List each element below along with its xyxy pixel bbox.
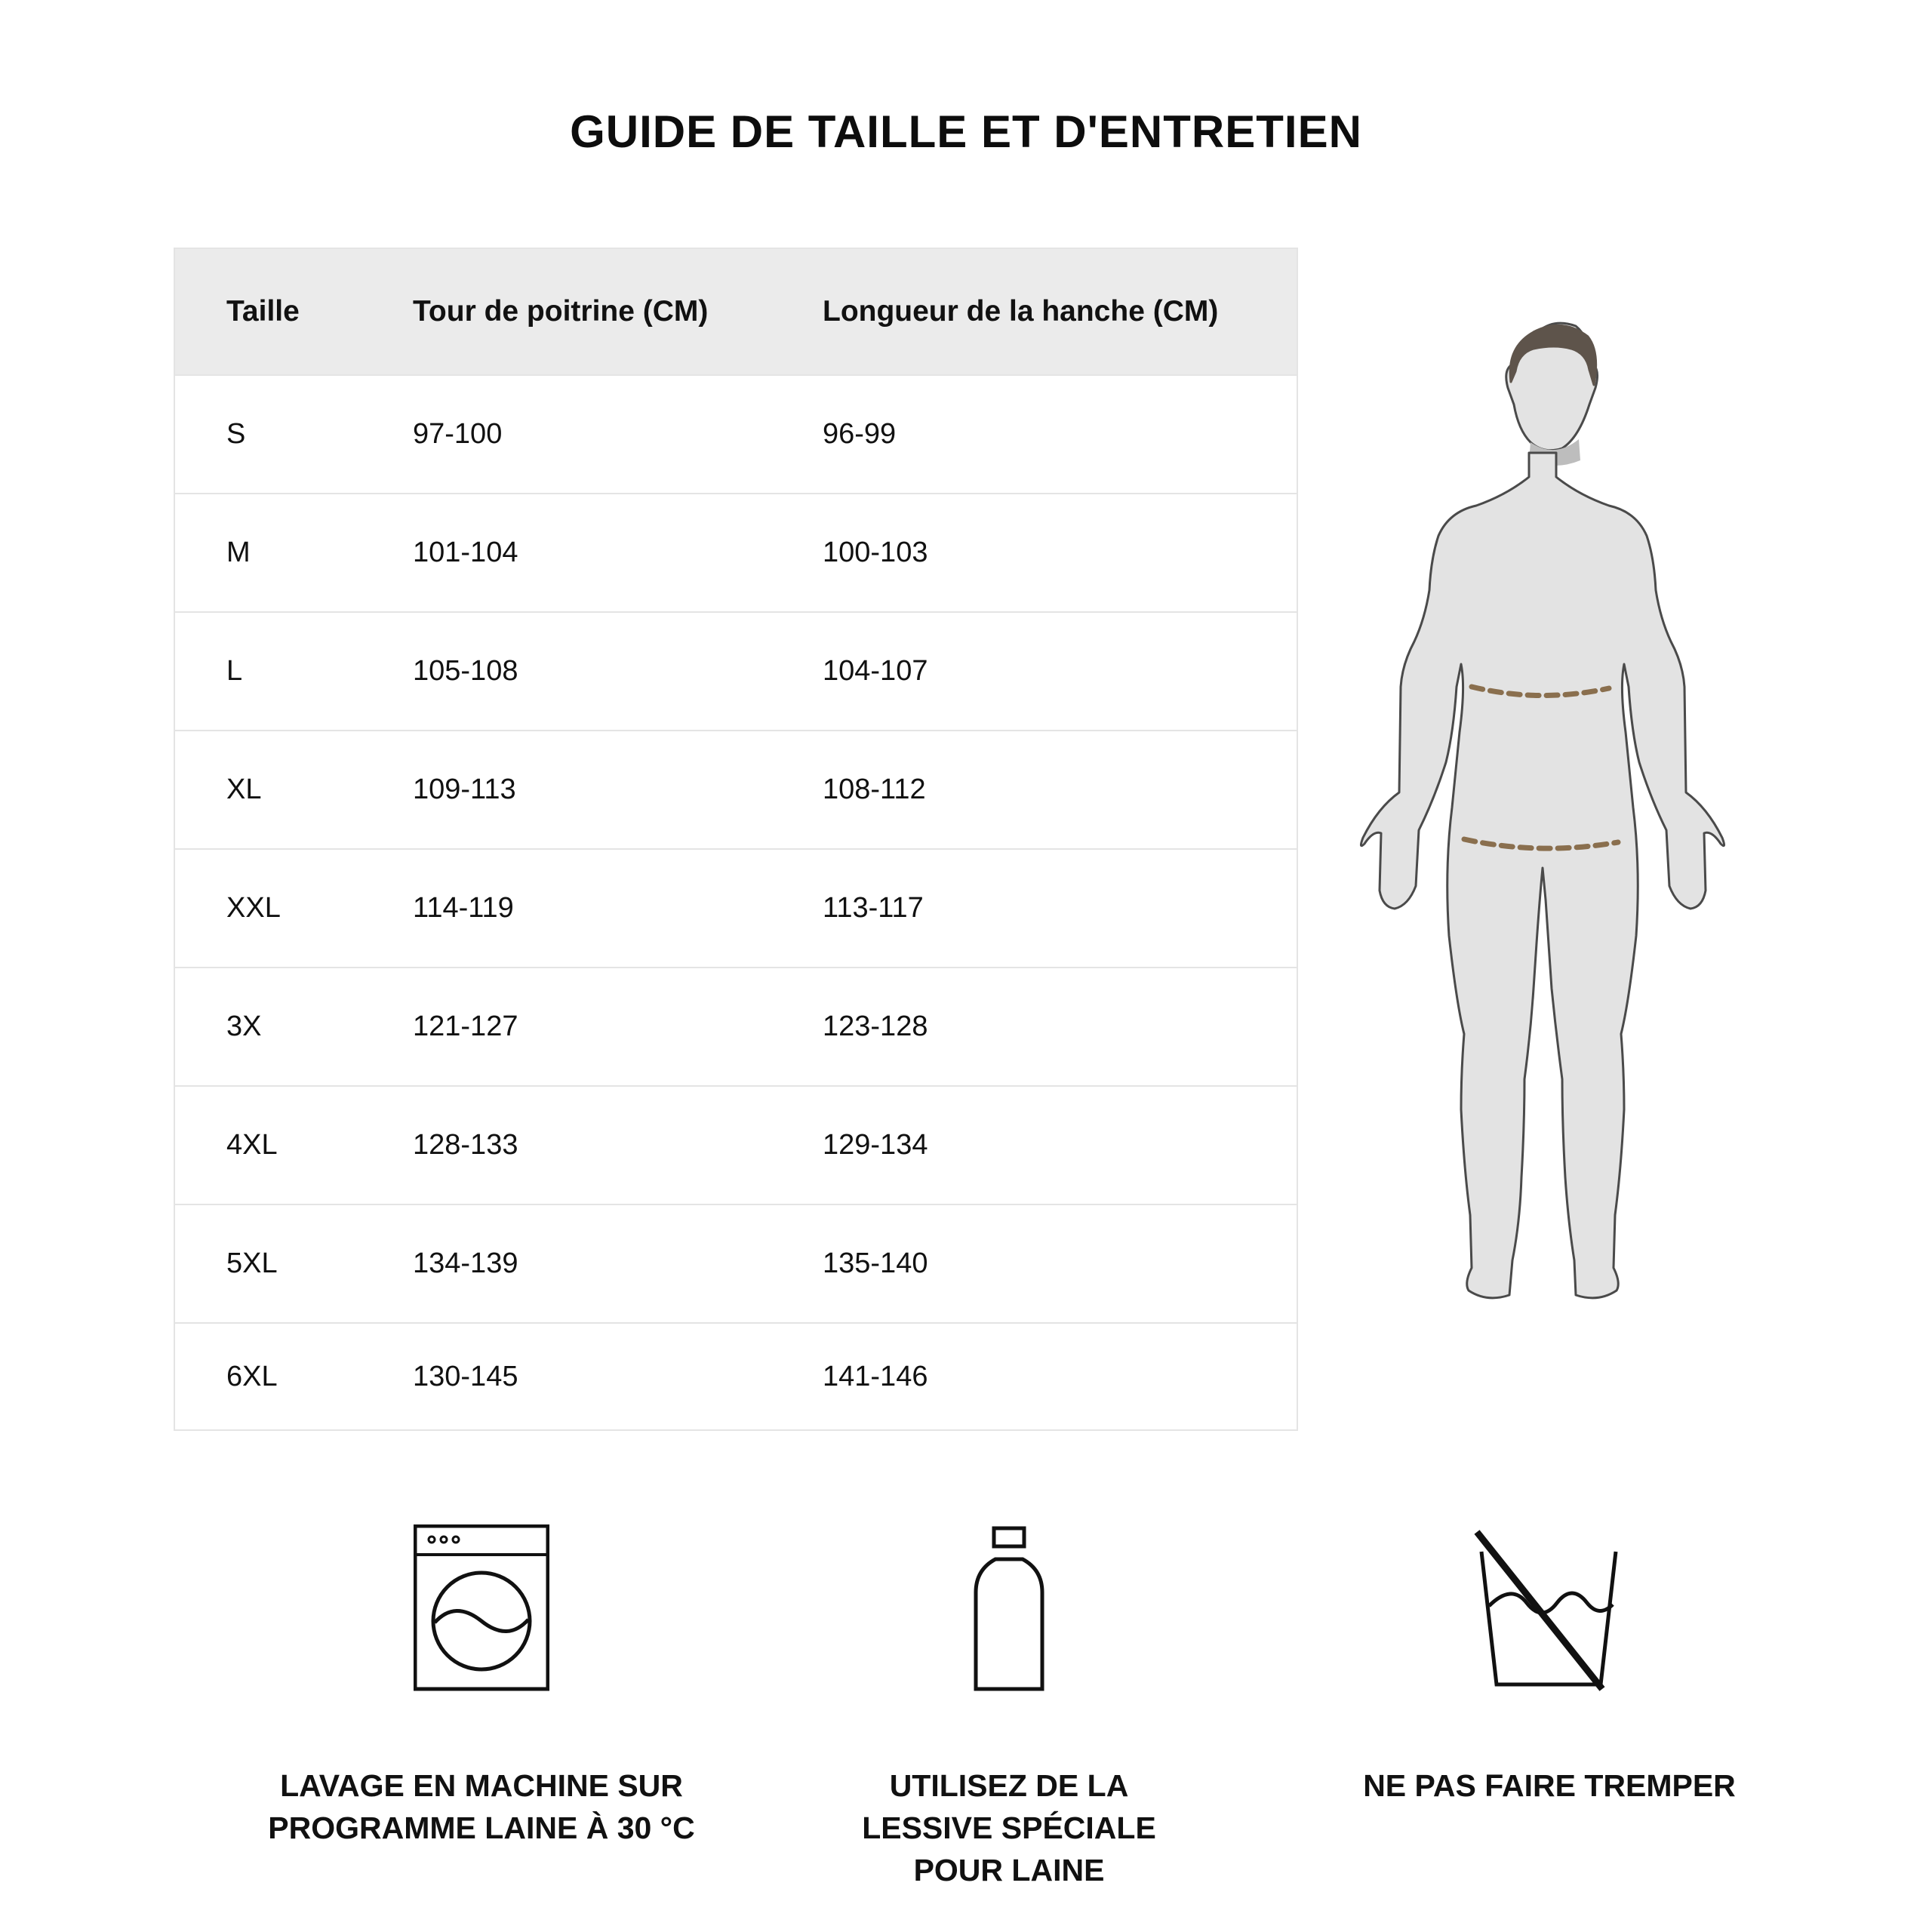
care-label-line: LAVAGE EN MACHINE SUR (280, 1768, 683, 1803)
care-label (1285, 1764, 1814, 1807)
care-label (745, 1764, 1273, 1891)
detergent-bottle-icon (745, 1524, 1273, 1706)
chest-cell: 101-104 (413, 537, 518, 568)
care-label-line: LESSIVE SPÉCIALE (862, 1810, 1156, 1845)
size-cell: 3X (226, 1011, 262, 1042)
size-cell: XXL (226, 892, 281, 924)
table-header-row (175, 249, 1297, 374)
body-measurement-figure-icon (1336, 309, 1789, 1381)
care-detergent (745, 1524, 1273, 1891)
care-do-not-soak (1285, 1524, 1814, 1807)
hip-cell: 129-134 (823, 1129, 928, 1161)
care-label (217, 1764, 746, 1849)
hip-cell: 96-99 (823, 418, 897, 450)
size-cell: L (226, 655, 243, 687)
care-washing-machine (217, 1524, 746, 1849)
hip-cell: 104-107 (823, 655, 928, 687)
size-cell: 4XL (226, 1129, 278, 1161)
column-header-size: Taille (226, 295, 300, 328)
do-not-soak-icon (1285, 1524, 1814, 1706)
column-header-chest: Tour de poitrine (CM) (413, 295, 709, 328)
table-row (175, 374, 1297, 493)
hip-cell: 108-112 (823, 774, 926, 805)
column-header-hip-length: Longueur de la hanche (CM) (823, 295, 1219, 328)
hip-cell: 100-103 (823, 537, 928, 568)
chest-cell: 109-113 (413, 774, 516, 805)
hip-cell: 113-117 (823, 892, 924, 924)
care-label-line: POUR LAINE (913, 1853, 1105, 1887)
chest-cell: 128-133 (413, 1129, 518, 1161)
size-cell: 6XL (226, 1360, 278, 1392)
table-row (175, 967, 1297, 1085)
table-row (175, 730, 1297, 848)
chest-cell: 130-145 (413, 1360, 518, 1392)
washing-machine-icon (217, 1524, 746, 1706)
size-cell: 5XL (226, 1247, 278, 1279)
hip-cell: 141-146 (823, 1360, 928, 1392)
hip-cell: 123-128 (823, 1011, 928, 1042)
care-label-line: NE PAS FAIRE TREMPER (1363, 1768, 1736, 1803)
size-cell: S (226, 418, 246, 450)
table-row (175, 848, 1297, 967)
chest-cell: 121-127 (413, 1011, 518, 1042)
size-cell: XL (226, 774, 262, 805)
care-label-line: UTILISEZ DE LA (889, 1768, 1129, 1803)
care-label-line: PROGRAMME LAINE À 30 °C (268, 1810, 695, 1845)
table-row (175, 1204, 1297, 1322)
chest-cell: 105-108 (413, 655, 518, 687)
table-row (175, 1322, 1297, 1429)
table-row (175, 493, 1297, 611)
table-row (175, 611, 1297, 730)
table-row (175, 1085, 1297, 1204)
chest-cell: 134-139 (413, 1247, 518, 1279)
size-cell: M (226, 537, 251, 568)
size-table (174, 248, 1298, 1431)
chest-cell: 97-100 (413, 418, 503, 450)
page-title: GUIDE DE TAILLE ET D'ENTRETIEN (570, 106, 1362, 157)
chest-cell: 114-119 (413, 892, 514, 924)
hip-cell: 135-140 (823, 1247, 928, 1279)
